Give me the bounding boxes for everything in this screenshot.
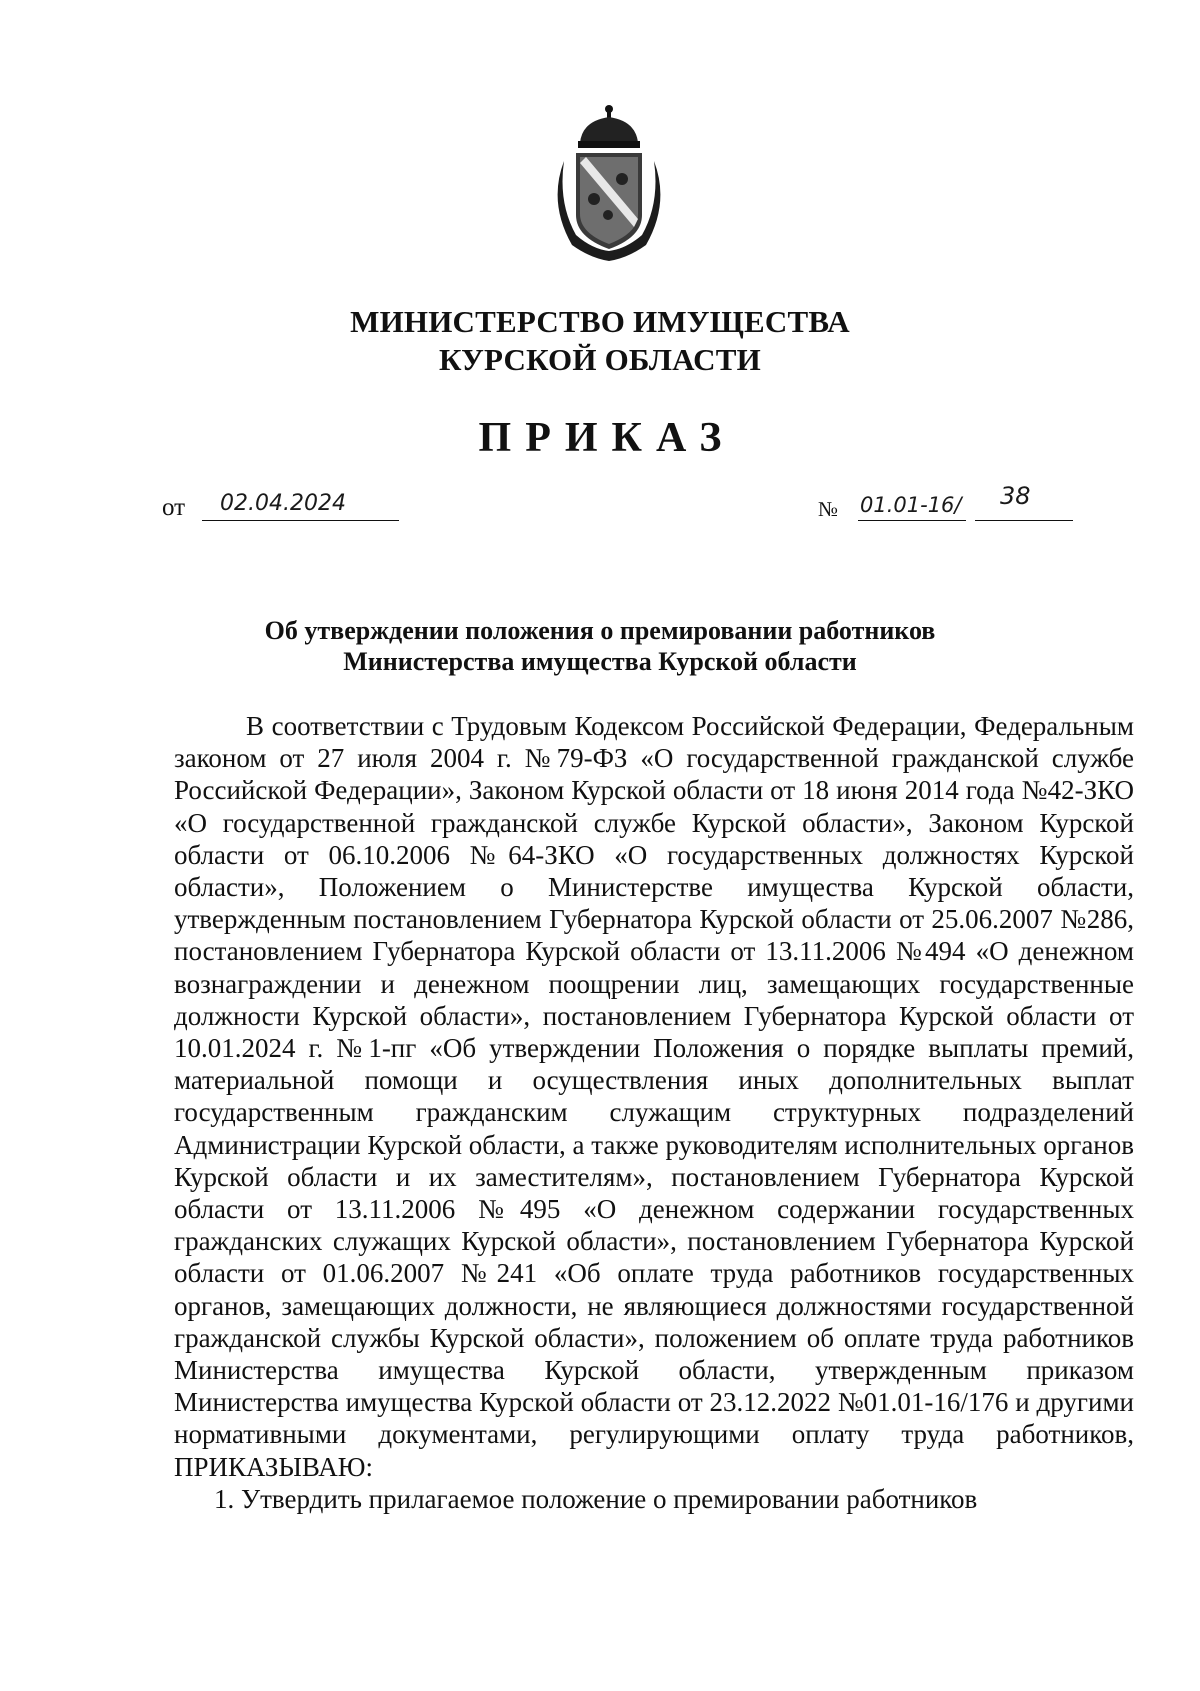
kursk-coat-of-arms-icon: [542, 103, 677, 263]
order-number: [818, 482, 1078, 524]
number-underline-2: [975, 520, 1073, 521]
subject-line2: Министерства имущества Курской области: [343, 647, 857, 676]
date-underline: [202, 520, 399, 521]
date-label: от: [162, 494, 186, 521]
preamble-paragraph: В соответствии с Трудовым Кодексом Российской Федерации, Федеральным законом от 27 июля 2004 г. №79-ФЗ «О государственной гражданской службе Российской Федерации», Законом Курской области от 18 июня 2014 года №42-ЗКО «О государственной гражданской службе Курской области», Законом Курской области от 06.10.2006 №64-ЗКО «О государственных должностях Курской области», Положением о Министерстве имущества Курской области, утвержденным постановлением Губернатора Курской области от 25.06.2007 №286, постановлением Губернатора Курской области от 13.11.2006 №494 «О денежном вознаграждении и денежном поощрении лиц, замещающих государственные должности Курской области», постановлением Губернатора Курской области от 10.01.2024 г. №1-пг «Об утверждении Положения о порядке выплаты премий, материальной помощи и осуществления иных дополнительных выплат государственным гражданским служащим структурных подразделений Администрации Курской области, а также руководителям исполнительных органов Курской области и их заместителям», постановлением Губернатора Курской области от 13.11.2006 №495 «О денежном содержании государственных гражданских служащих Курской области», постановлением Губернатора Курской области от 01.06.2007 №241 «Об оплате труда работников государственных органов, замещающих должности, не являющиеся должностями государственной гражданской службы Курской области», положением об оплате труда работников Министерства имущества Курской области, утвержденным приказом Министерства имущества Курской области от 23.12.2022 №01.01-16/176 и другими нормативными документами, регулирующими оплату труда работников, ПРИКАЗЫВАЮ:: [174, 711, 1134, 1482]
number-label: №: [818, 497, 839, 521]
number-prefix-handwritten: 01.01-16/: [860, 493, 962, 517]
number-underline-1: [858, 520, 966, 521]
number-suffix-handwritten: 38: [1000, 482, 1031, 510]
order-item-1: 1. Утвердить прилагаемое положение о премировании работников: [214, 1483, 978, 1514]
ministry-name-line1: МИНИСТЕРСТВО ИМУЩЕСТВА: [350, 304, 850, 339]
subject-line1: Об утверждении положения о премировании работников: [264, 616, 936, 645]
document-body: [174, 710, 1134, 1515]
document-type-title: ПРИКАЗ: [478, 415, 736, 461]
ministry-name-line2: КУРСКОЙ ОБЛАСТИ: [439, 342, 761, 377]
date-value-handwritten: 02.04.2024: [220, 491, 346, 516]
